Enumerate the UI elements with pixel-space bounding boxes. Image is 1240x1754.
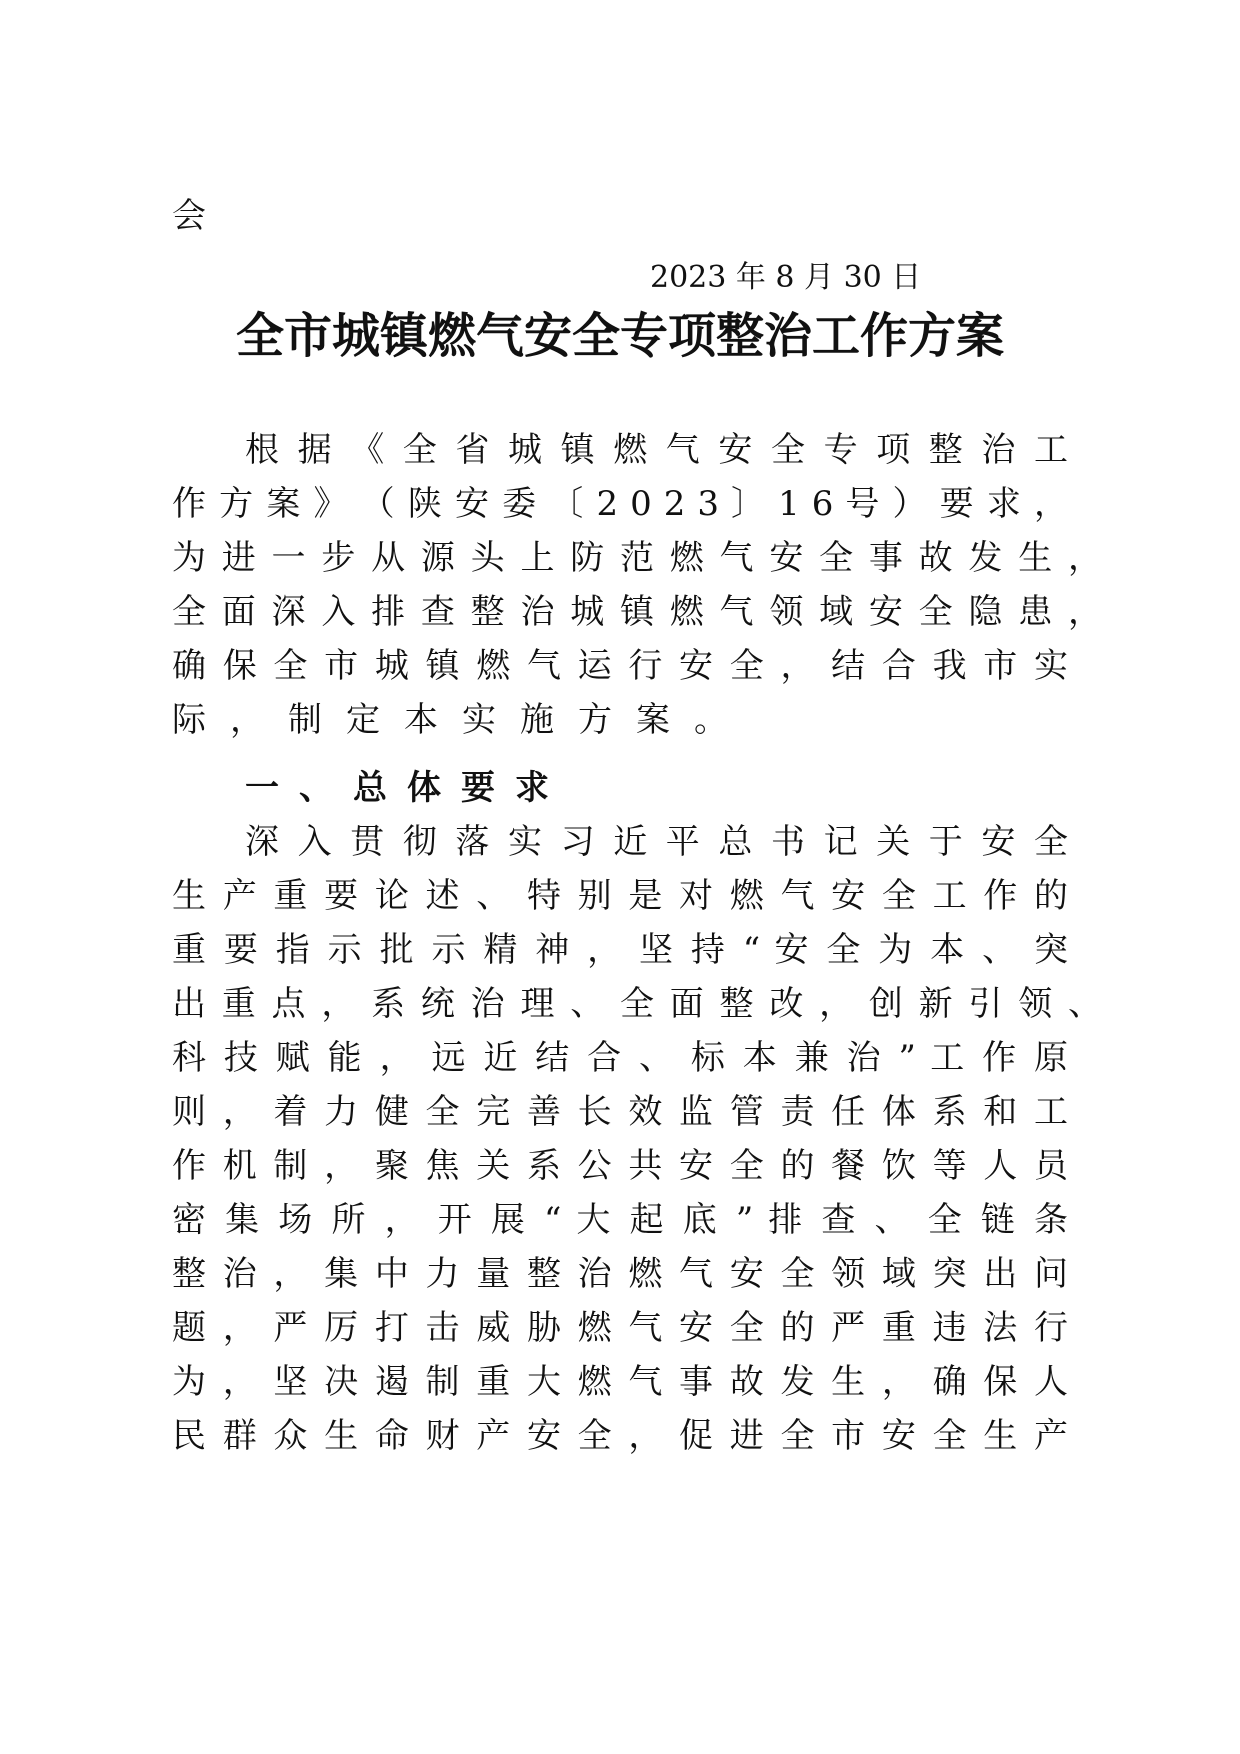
intro-line-1: 根 据 《 全 省 城 镇 燃 气 安 全 专 项 整 治 工 (245, 430, 1068, 470)
section1-line-12: 民 群 众 生 命 财 产 安 全 ， 促 进 全 市 安 全 生 产 (172, 1416, 1068, 1456)
document-title: 全市城镇燃气安全专项整治工作方案 (235, 308, 1004, 364)
intro-line-6: 际，制定本实施方案。 (172, 700, 752, 740)
section-heading-general-requirements: 一、总体要求 (245, 768, 569, 808)
intro-line-4: 全 面 深 入 排 查 整 治 城 镇 燃 气 领 域 安 全 隐 患 ， (172, 592, 1102, 632)
section1-line-10: 题 ， 严 厉 打 击 威 胁 燃 气 安 全 的 严 重 违 法 行 (172, 1308, 1068, 1348)
previous-page-fragment: 会 (172, 196, 206, 236)
intro-line-5: 确 保 全 市 城 镇 燃 气 运 行 安 全 ， 结 合 我 市 实 (172, 646, 1068, 686)
section1-line-3: 重 要 指 示 批 示 精 神 ， 坚 持 “ 安 全 为 本 、 突 (172, 930, 1068, 970)
intro-line-3: 为 进 一 步 从 源 头 上 防 范 燃 气 安 全 事 故 发 生 ， (172, 538, 1102, 578)
section1-line-2: 生 产 重 要 论 述 、 特 别 是 对 燃 气 安 全 工 作 的 (172, 876, 1068, 916)
section1-line-7: 作 机 制 ， 聚 焦 关 系 公 共 安 全 的 餐 饮 等 人 员 (172, 1146, 1068, 1186)
section1-line-5: 科 技 赋 能 ， 远 近 结 合 、 标 本 兼 治 ” 工 作 原 (172, 1038, 1068, 1078)
section1-line-8: 密 集 场 所 ， 开 展 “ 大 起 底 ” 排 查 、 全 链 条 (172, 1200, 1068, 1240)
section1-line-9: 整 治 ， 集 中 力 量 整 治 燃 气 安 全 领 域 突 出 问 (172, 1254, 1068, 1294)
section1-line-4: 出 重 点 ， 系 统 治 理 、 全 面 整 改 ， 创 新 引 领 、 (172, 984, 1102, 1024)
section1-line-1: 深 入 贯 彻 落 实 习 近 平 总 书 记 关 于 安 全 (245, 822, 1068, 862)
section1-line-11: 为 ， 坚 决 遏 制 重 大 燃 气 事 故 发 生 ， 确 保 人 (172, 1362, 1068, 1402)
document-date: 2023 年 8 月 30 日 (650, 260, 922, 295)
section1-line-6: 则 ， 着 力 健 全 完 善 长 效 监 管 责 任 体 系 和 工 (172, 1092, 1068, 1132)
intro-line-2: 作 方 案 》 （ 陕 安 委 〔 2 0 2 3 〕 1 6 号 ） 要 求 ， (172, 484, 1068, 524)
